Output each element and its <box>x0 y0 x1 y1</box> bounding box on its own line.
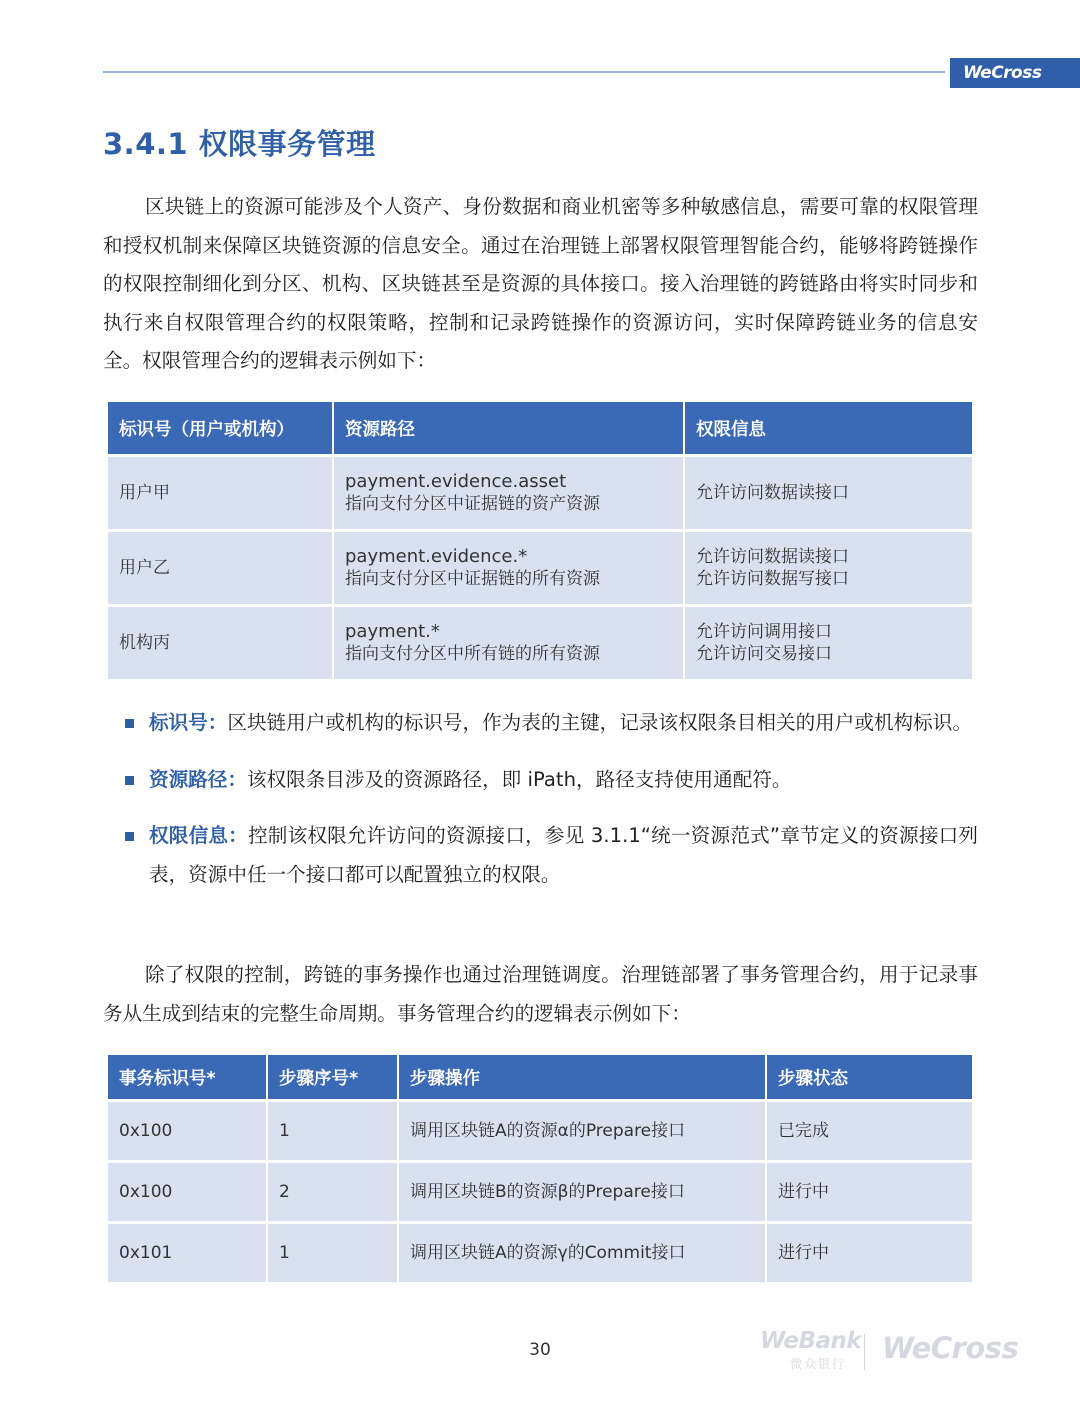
step-status-cell: 进行中 <box>767 1221 972 1282</box>
step-number-cell: 2 <box>268 1160 399 1221</box>
term-label: 标识号： <box>149 711 228 734</box>
table-row <box>108 529 972 604</box>
step-operation-cell: 调用区块链A的资源γ的Commit接口 <box>399 1221 767 1282</box>
term-description: 该权限条目涉及的资源路径，即 iPath，路径支持使用通配符。 <box>246 767 792 791</box>
column-header: 步骤序号* <box>268 1055 399 1099</box>
identifier-cell: 机构丙 <box>108 604 334 679</box>
identifier-cell: 用户甲 <box>108 454 334 529</box>
resource-path-cell <box>334 454 685 529</box>
transaction-id-cell: 0x100 <box>108 1160 268 1221</box>
column-header: 步骤操作 <box>399 1055 767 1099</box>
step-operation-cell: 调用区块链B的资源β的Prepare接口 <box>399 1160 767 1221</box>
column-header: 步骤状态 <box>767 1055 972 1099</box>
permission-cell <box>685 604 972 679</box>
footer-divider <box>864 1334 865 1370</box>
permission-cell <box>685 454 972 529</box>
transaction-id-cell: 0x100 <box>108 1099 268 1160</box>
term-description: 控制该权限允许访问的资源接口，参见 3.1.1“统一资源范式”章节定义的资源接口列表，资源中任一个接口都可以配置独立的权限。 <box>149 824 979 886</box>
resource-path-description: 指向支付分区中所有链的所有资源 <box>345 644 600 664</box>
transaction-id-cell: 0x101 <box>108 1221 268 1282</box>
column-header: 标识号（用户或机构） <box>108 402 334 454</box>
term-label: 权限信息： <box>149 824 248 847</box>
table-row <box>108 454 972 529</box>
resource-path-cell <box>334 604 685 679</box>
step-status-cell: 已完成 <box>767 1099 972 1160</box>
definition-list <box>123 704 978 912</box>
wecross-header-logo: WeCross <box>950 58 1080 88</box>
table-header-row <box>108 402 972 454</box>
footer-logos <box>760 1328 1060 1378</box>
resource-path-description: 指向支付分区中证据链的所有资源 <box>345 569 600 589</box>
step-number-cell: 1 <box>268 1221 399 1282</box>
table-row <box>108 604 972 679</box>
permission-line: 允许访问数据读接口 <box>696 483 849 503</box>
permission-line: 允许访问数据读接口 <box>696 547 849 567</box>
table-row <box>108 1221 972 1282</box>
square-bullet-icon <box>125 776 134 785</box>
list-item <box>123 704 978 743</box>
step-number-cell: 1 <box>268 1099 399 1160</box>
table-row <box>108 1099 972 1160</box>
permission-line: 允许访问数据写接口 <box>696 569 849 589</box>
step-status-cell: 进行中 <box>767 1160 972 1221</box>
resource-path: payment.evidence.* <box>345 546 528 567</box>
step-operation-cell: 调用区块链A的资源α的Prepare接口 <box>399 1099 767 1160</box>
table-header-row <box>108 1055 972 1099</box>
resource-path: payment.evidence.asset <box>345 471 567 492</box>
square-bullet-icon <box>125 719 134 728</box>
column-header: 权限信息 <box>685 402 972 454</box>
column-header: 资源路径 <box>334 402 685 454</box>
resource-path-description: 指向支付分区中证据链的资产资源 <box>345 494 600 514</box>
wecross-footer-logo: WeCross <box>882 1331 1019 1365</box>
table-row <box>108 1160 972 1221</box>
term-label: 资源路径： <box>149 767 247 791</box>
resource-path: payment.* <box>345 621 440 642</box>
resource-path-cell <box>334 529 685 604</box>
webank-chinese-logo: 微众银行 <box>790 1357 847 1371</box>
intro-paragraph: 区块链上的资源可能涉及个人资产、身份数据和商业机密等多种敏感信息，需要可靠的权限管理和授权机制来保障区块链资源的信息安全。通过在治理链上部署权限管理智能合约，能够将跨链操作的权限控制细化到分区、机构、区块链甚至是资源的具体接口。接入治理链的跨链路由将实时同步和执行来自权限管理合约的权限策略，控制和记录跨链操作的资源访问，实时保障跨链业务的信息安全。权限管理合约的逻辑表示例如下： <box>103 195 978 372</box>
permission-cell <box>685 529 972 604</box>
section-title: 3.4.1 权限事务管理 <box>103 127 376 161</box>
square-bullet-icon <box>125 832 134 841</box>
identifier-cell: 用户乙 <box>108 529 334 604</box>
permission-line: 允许访问交易接口 <box>696 644 832 664</box>
page-number: 30 <box>529 1340 551 1360</box>
column-header: 事务标识号* <box>108 1055 268 1099</box>
list-item <box>123 761 978 800</box>
second-paragraph: 除了权限的控制，跨链的事务操作也通过治理链调度。治理链部署了事务管理合约，用于记录事务从生成到结束的完整生命周期。事务管理合约的逻辑表示例如下： <box>103 963 978 1025</box>
list-item <box>123 817 978 894</box>
term-description: 区块链用户或机构的标识号，作为表的主键，记录该权限条目相关的用户或机构标识。 <box>227 711 972 734</box>
webank-logo: WeBank <box>760 1328 862 1354</box>
header-divider <box>103 71 945 73</box>
permission-table <box>108 402 972 679</box>
permission-line: 允许访问调用接口 <box>696 622 832 642</box>
transaction-table <box>108 1055 972 1282</box>
